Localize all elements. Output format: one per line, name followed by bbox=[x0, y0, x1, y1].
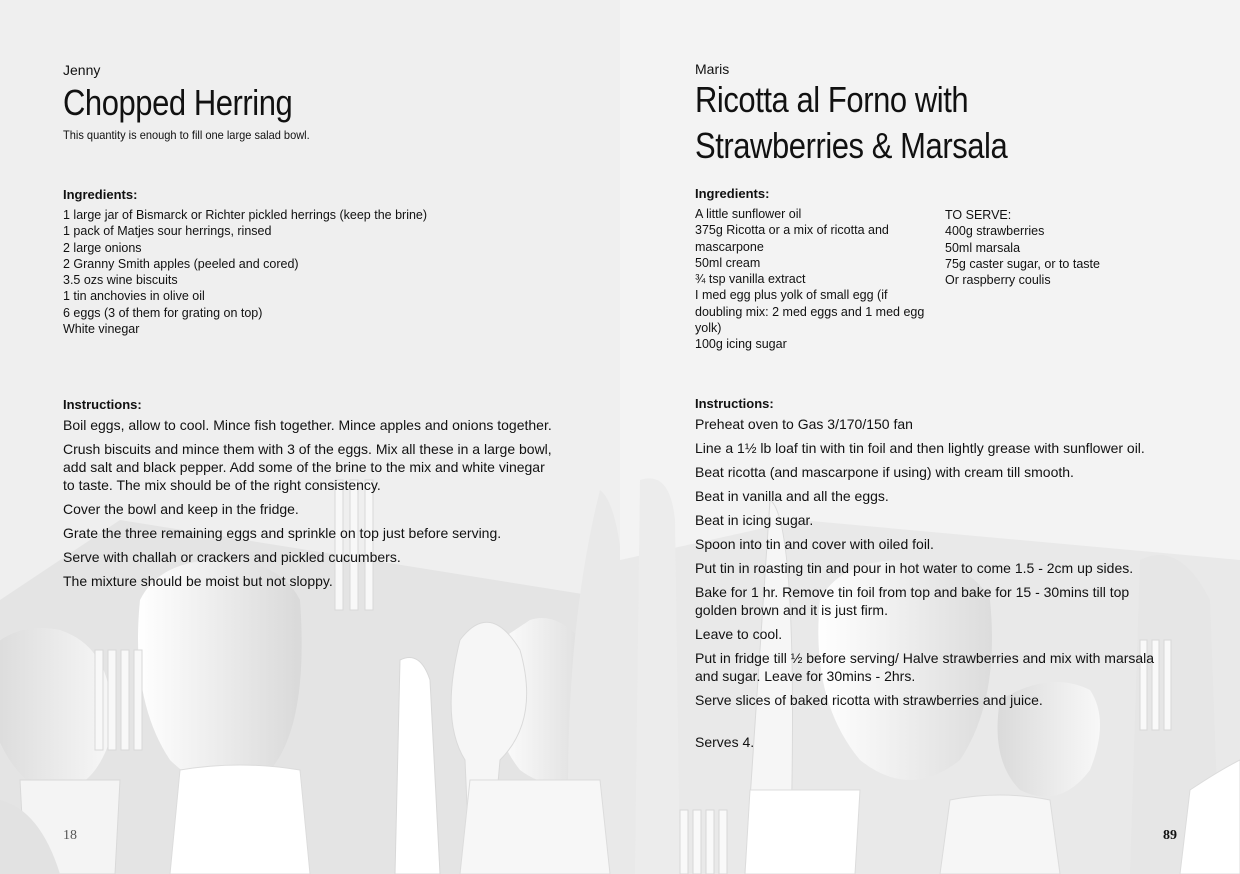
ingredient-item: 1 large jar of Bismarck or Richter pickled herrings (keep the brine) bbox=[63, 208, 428, 222]
herring-recipe-header bbox=[63, 62, 331, 142]
to-serve-section bbox=[945, 207, 1205, 288]
instruction-step: Bake for 1 hr. Remove tin foil from top and bake for 15 - 30mins till top golden brown and it is just firm. bbox=[695, 584, 1130, 618]
ingredient-item: 100g icing sugar bbox=[695, 337, 787, 352]
recipe-title-line-2: Strawberries & Marsala bbox=[695, 125, 1008, 166]
page-number-left: 18 bbox=[63, 828, 77, 843]
ingredient-item: 50ml cream bbox=[695, 255, 761, 270]
to-serve-item: 75g caster sugar, or to taste bbox=[945, 256, 1100, 271]
recipe-title: Chopped Herring bbox=[63, 82, 293, 123]
instruction-step: Leave to cool. bbox=[695, 626, 783, 642]
instruction-step: Beat in vanilla and all the eggs. bbox=[695, 488, 889, 504]
page-number-right: 89 bbox=[1163, 828, 1177, 843]
instructions-list bbox=[695, 415, 1170, 709]
recipe-author: Jenny bbox=[63, 62, 101, 78]
herring-ingredients-section bbox=[63, 187, 583, 337]
herring-instructions-section bbox=[63, 397, 553, 596]
to-serve-item: 400g strawberries bbox=[945, 224, 1045, 239]
to-serve-item: Or raspberry coulis bbox=[945, 273, 1051, 288]
instruction-step: Grate the three remaining eggs and sprinkle on top just before serving. bbox=[63, 525, 502, 541]
ingredients-heading: Ingredients: bbox=[695, 186, 770, 201]
to-serve-heading: TO SERVE: bbox=[945, 208, 1012, 222]
ingredient-item: I med egg plus yolk of small egg (if doubling mix: 2 med eggs and 1 med egg yolk) bbox=[695, 288, 925, 336]
instruction-step: Boil eggs, allow to cool. Mince fish together. Mince apples and onions together. bbox=[63, 417, 552, 433]
instruction-step: Beat in icing sugar. bbox=[695, 512, 814, 528]
recipe-author: Maris bbox=[695, 61, 730, 77]
recipe-title-line-1: Ricotta al Forno with bbox=[695, 79, 969, 120]
instruction-step: Put tin in roasting tin and pour in hot water to come 1.5 - 2cm up sides. bbox=[695, 560, 1134, 576]
serves-note: Serves 4. bbox=[695, 734, 755, 750]
instruction-step: Crush biscuits and mince them with 3 of the eggs. Mix all these in a large bowl, add salt and black pepper. Add some of the brine to the mix and white vinegar to taste. The mix should be of the right consistency. bbox=[63, 441, 552, 493]
ingredient-item: 2 Granny Smith apples (peeled and cored) bbox=[63, 256, 299, 271]
instruction-step: Serve slices of baked ricotta with strawberries and juice. bbox=[695, 692, 1043, 708]
instruction-step: Line a 1½ lb loaf tin with tin foil and then lightly grease with sunflower oil. bbox=[695, 440, 1145, 456]
instruction-step: Put in fridge till ½ before serving/ Halve strawberries and mix with marsala and sugar. Leave for 30mins - 2hrs. bbox=[695, 650, 1155, 684]
ingredient-item: 6 eggs (3 of them for grating on top) bbox=[63, 305, 263, 320]
instruction-step: The mixture should be moist but not sloppy. bbox=[63, 573, 333, 589]
ricotta-recipe-header bbox=[695, 61, 1058, 169]
instructions-heading: Instructions: bbox=[63, 397, 142, 412]
ingredients-heading: Ingredients: bbox=[63, 187, 138, 202]
recipe-subtitle: This quantity is enough to fill one large salad bowl. bbox=[63, 128, 310, 142]
ingredients-list bbox=[695, 206, 930, 353]
ingredient-item: White vinegar bbox=[63, 322, 140, 337]
instructions-heading: Instructions: bbox=[695, 396, 774, 411]
right-page bbox=[620, 0, 1240, 874]
ingredient-item: 1 pack of Matjes sour herrings, rinsed bbox=[63, 224, 272, 239]
to-serve-list bbox=[945, 207, 1205, 288]
ingredient-item: 1 tin anchovies in olive oil bbox=[63, 289, 205, 304]
ingredient-item: 375g Ricotta or a mix of ricotta and mascarpone bbox=[695, 223, 889, 254]
ingredient-item: 2 large onions bbox=[63, 240, 142, 255]
ingredient-item: 3.5 ozs wine biscuits bbox=[63, 273, 178, 288]
ingredient-item: ¾ tsp vanilla extract bbox=[695, 272, 806, 287]
instruction-step: Preheat oven to Gas 3/170/150 fan bbox=[695, 416, 913, 432]
ricotta-instructions-section bbox=[695, 396, 1170, 751]
instruction-step: Spoon into tin and cover with oiled foil. bbox=[695, 536, 934, 552]
to-serve-item: 50ml marsala bbox=[945, 240, 1021, 255]
instruction-step: Cover the bowl and keep in the fridge. bbox=[63, 501, 299, 517]
ingredient-item: A little sunflower oil bbox=[695, 207, 802, 221]
instruction-step: Beat ricotta (and mascarpone if using) with cream till smooth. bbox=[695, 464, 1074, 480]
instruction-step: Serve with challah or crackers and pickled cucumbers. bbox=[63, 549, 401, 565]
instructions-list bbox=[63, 416, 553, 590]
ingredients-list bbox=[63, 207, 583, 337]
ricotta-ingredients-section bbox=[695, 186, 935, 353]
